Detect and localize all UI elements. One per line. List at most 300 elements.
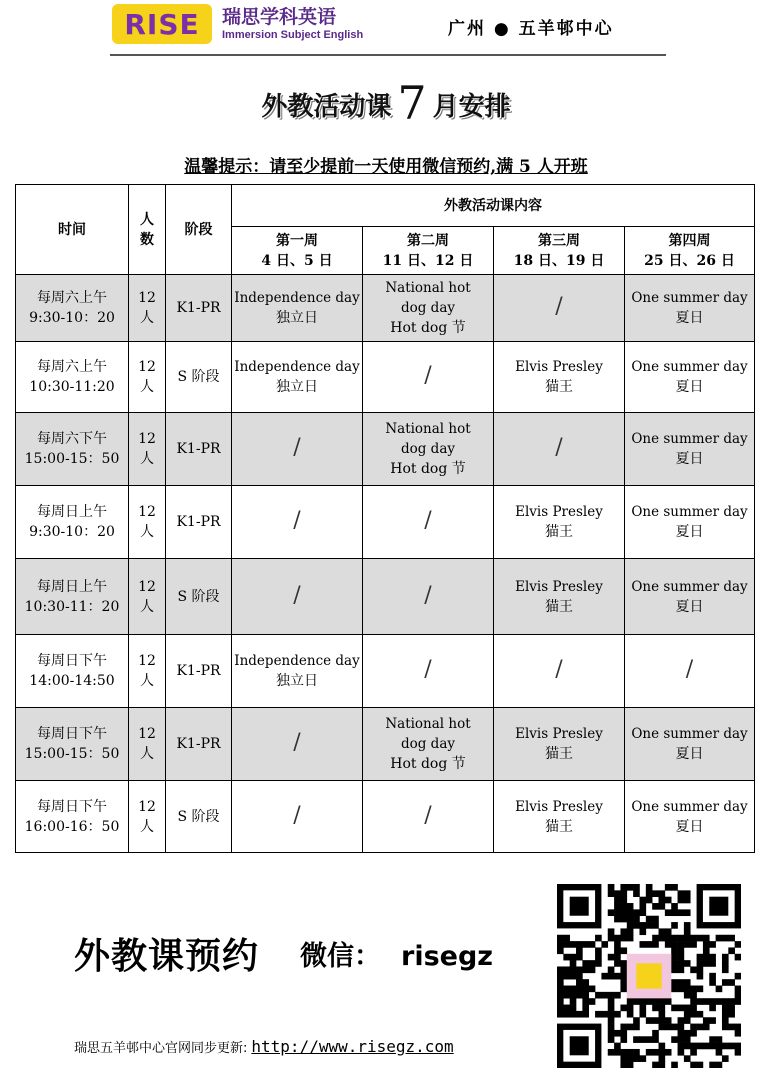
schedule-table [15, 184, 755, 853]
title-suffix: 月安排 [432, 92, 511, 122]
qr-module [646, 998, 653, 1005]
qr-module [671, 986, 678, 993]
qr-module [722, 960, 729, 967]
qr-module [620, 960, 627, 967]
qr-module [627, 903, 634, 910]
time-text: 9:30-10：20 [29, 310, 115, 326]
qr-module [728, 979, 735, 986]
website-label: 瑞思五羊邨中心官网同步更新: [74, 1041, 248, 1056]
qr-module [659, 998, 666, 1005]
table-row [16, 486, 755, 559]
qr-module [652, 1062, 659, 1068]
qr-module [557, 947, 564, 954]
qr-module [608, 928, 615, 935]
qr-module [627, 884, 634, 891]
no-class-mark: / [555, 435, 563, 460]
qr-module [608, 909, 615, 916]
brand-name-en: Immersion Subject English [222, 29, 364, 41]
qr-module [633, 1017, 640, 1024]
qr-module [620, 1030, 627, 1037]
activity-cell [363, 559, 494, 635]
activity-name-cn: 猫王 [545, 524, 573, 540]
qr-module [576, 973, 583, 980]
qr-module [620, 966, 627, 973]
qr-module [665, 1024, 672, 1031]
time-text: 15:00-15：50 [24, 746, 120, 762]
activity-cell [363, 486, 494, 559]
qr-module [678, 897, 685, 904]
activity-name-en: One summer day [631, 431, 748, 447]
day-text: 每周六上午 [37, 359, 107, 375]
activity-cell [232, 342, 363, 413]
qr-module [627, 1005, 634, 1012]
qr-module [582, 941, 589, 948]
qr-module [690, 1049, 697, 1056]
stage-cell: K1-PR [166, 486, 232, 559]
qr-module [620, 1062, 627, 1068]
qr-module [659, 935, 666, 942]
qr-module [595, 960, 602, 967]
booking-heading: 外教课预约 [74, 936, 260, 977]
time-text: 16:00-16：50 [24, 818, 120, 835]
qr-module [557, 1011, 564, 1018]
qr-module [671, 954, 678, 961]
qr-module [709, 941, 716, 948]
qr-module [601, 941, 608, 948]
activity-name-en: One summer day [631, 798, 748, 815]
qr-module [608, 998, 615, 1005]
qr-module [684, 986, 691, 993]
qr-module [709, 1017, 716, 1024]
header-count [129, 185, 166, 275]
activity-cell [625, 708, 755, 781]
qr-module [684, 1036, 691, 1043]
count-unit: 人 [140, 451, 154, 467]
activity-name-cn: 夏日 [675, 379, 704, 395]
qr-module [614, 954, 621, 961]
qr-module [722, 1024, 729, 1031]
qr-module [601, 992, 608, 999]
qr-module [627, 998, 634, 1005]
qr-module [576, 992, 583, 999]
qr-module [614, 960, 621, 967]
page-title [0, 76, 772, 130]
qr-module [728, 1011, 735, 1018]
qr-module [684, 890, 691, 897]
qr-module [735, 973, 741, 980]
activity-cell [363, 413, 494, 486]
qr-module [728, 998, 735, 1005]
qr-module [722, 1043, 729, 1050]
center-name: 广州 ● 五羊邨中心 [448, 19, 614, 39]
qr-module [620, 973, 627, 980]
qr-module [728, 935, 735, 942]
qr-module [678, 909, 685, 916]
qr-module [557, 979, 564, 986]
qr-module [735, 1024, 741, 1031]
qr-module [620, 928, 627, 935]
qr-module [557, 986, 564, 993]
qr-module [639, 1036, 646, 1043]
qr-module [614, 1011, 621, 1018]
qr-module [735, 1049, 741, 1056]
qr-module [709, 998, 716, 1005]
qr-module [652, 916, 659, 923]
activity-cell [232, 413, 363, 486]
qr-module [652, 903, 659, 910]
qr-module [684, 960, 691, 967]
qr-module [709, 1062, 716, 1068]
qr-module [614, 890, 621, 897]
wechat-contact [300, 934, 493, 973]
no-class-mark: / [293, 730, 301, 755]
no-class-mark: / [293, 582, 301, 608]
qr-module [703, 998, 710, 1005]
activity-cell [232, 275, 363, 342]
qr-module [563, 973, 570, 980]
qr-module [633, 922, 640, 929]
qr-module [728, 1005, 735, 1012]
page-header [0, 0, 772, 60]
qr-module [697, 954, 704, 961]
qr-module [627, 928, 634, 935]
activity-cell [625, 635, 755, 708]
qr-module [563, 1005, 570, 1012]
qr-module [690, 1024, 697, 1031]
qr-module [633, 909, 640, 916]
count-number: 12 [138, 290, 156, 306]
qr-module [620, 947, 627, 954]
qr-module [633, 884, 640, 891]
qr-module [570, 1011, 577, 1018]
qr-module [595, 935, 602, 942]
qr-module [722, 954, 729, 961]
qr-module [684, 1030, 691, 1037]
activity-cell [494, 342, 625, 413]
qr-module [665, 897, 672, 904]
activity-cell [363, 708, 494, 781]
qr-module [608, 1017, 615, 1024]
qr-module [659, 1005, 666, 1012]
qr-module [709, 973, 716, 980]
qr-module [697, 986, 704, 993]
qr-module [716, 935, 723, 942]
time-cell [16, 486, 129, 559]
qr-module [665, 935, 672, 942]
qr-module [703, 941, 710, 948]
activity-name-cn: 猫王 [545, 598, 573, 615]
qr-module [589, 998, 596, 1005]
stage-cell: K1-PR [166, 635, 232, 708]
activity-name-cn: 夏日 [675, 746, 704, 762]
qr-module [697, 1043, 704, 1050]
count-cell [129, 342, 166, 413]
qr-module [620, 1024, 627, 1031]
qr-module [690, 941, 697, 948]
activity-cell [625, 275, 755, 342]
qr-module [563, 986, 570, 993]
qr-module [639, 998, 646, 1005]
qr-module [570, 941, 577, 948]
qr-module [614, 1043, 621, 1050]
qr-module [735, 986, 741, 993]
qr-module [665, 909, 672, 916]
qr-module [620, 986, 627, 993]
qr-module [678, 1005, 685, 1012]
count-cell [129, 559, 166, 635]
qr-module [709, 954, 716, 961]
qr-module [608, 1005, 615, 1012]
qr-module [678, 1043, 685, 1050]
count-cell [129, 635, 166, 708]
activity-name-en: National hot dog day [385, 280, 471, 316]
qr-module [633, 998, 640, 1005]
header-content: 外教活动课内容 [232, 185, 755, 227]
qr-module [722, 935, 729, 942]
activity-name-en: Elvis Presley [515, 726, 603, 742]
qr-module [684, 1005, 691, 1012]
no-class-mark: / [555, 294, 563, 319]
qr-module [716, 986, 723, 993]
activity-name-en: Independence day [234, 290, 360, 306]
qr-module [678, 979, 685, 986]
qr-module [659, 928, 666, 935]
qr-module [608, 954, 615, 961]
qr-module [678, 966, 685, 973]
qr-module [684, 909, 691, 916]
qr-module [620, 1005, 627, 1012]
day-text: 每周日下午 [37, 653, 107, 669]
qr-module [576, 986, 583, 993]
qr-module [608, 966, 615, 973]
qr-module [608, 890, 615, 897]
activity-cell [232, 486, 363, 559]
qr-module [614, 973, 621, 980]
qr-module [639, 1011, 646, 1018]
logo-text: RISE [124, 7, 200, 41]
qr-module [595, 954, 602, 961]
qr-module [595, 947, 602, 954]
qr-module [576, 979, 583, 986]
qr-module [716, 1049, 723, 1056]
activity-cell [494, 781, 625, 853]
qr-module [665, 941, 672, 948]
qr-module [728, 1024, 735, 1031]
count-unit: 人 [140, 524, 154, 540]
count-number: 12 [138, 653, 156, 669]
activity-cell [494, 708, 625, 781]
day-text: 每周六上午 [37, 290, 107, 306]
qr-module [608, 1011, 615, 1018]
qr-module [671, 909, 678, 916]
time-cell [16, 781, 129, 853]
qr-module [620, 1055, 627, 1062]
activity-name-en: One summer day [631, 578, 748, 595]
week-header-1 [232, 227, 363, 275]
activity-name-cn: 猫王 [545, 746, 573, 762]
qr-module [671, 1024, 678, 1031]
wechat-label: 微信： [300, 941, 381, 972]
qr-module [557, 998, 564, 1005]
qr-module [659, 1055, 666, 1062]
qr-module [595, 1011, 602, 1018]
qr-module [614, 947, 621, 954]
qr-module [671, 903, 678, 910]
activity-name-en: Elvis Presley [515, 578, 603, 595]
qr-module [678, 1024, 685, 1031]
wechat-id: risegz [401, 941, 493, 972]
qr-module [563, 935, 570, 942]
qr-module [735, 954, 741, 961]
qr-module [652, 890, 659, 897]
qr-module [570, 998, 577, 1005]
booking-notice: 温馨提示：请至少提前一天使用微信预约,满 5 人开班 [184, 157, 588, 177]
header-count-text: 人数 [140, 211, 154, 248]
count-number: 12 [138, 359, 156, 375]
time-cell [16, 413, 129, 486]
qr-module [582, 986, 589, 993]
count-number: 12 [138, 726, 156, 742]
qr-module [716, 1036, 723, 1043]
stage-cell: S 阶段 [166, 781, 232, 853]
qr-module [627, 935, 634, 942]
activity-name-en: National hot dog day [385, 421, 471, 457]
qr-module [690, 1043, 697, 1050]
time-text: 15:00-15：50 [24, 451, 120, 467]
qr-module [665, 1049, 672, 1056]
qr-module [722, 1005, 729, 1012]
qr-module [627, 1024, 634, 1031]
qr-module [709, 1043, 716, 1050]
count-cell [129, 486, 166, 559]
qr-module [735, 1043, 741, 1050]
time-cell [16, 559, 129, 635]
activity-name-cn: 独立日 [276, 673, 318, 689]
qr-module [671, 947, 678, 954]
time-cell [16, 342, 129, 413]
qr-module [589, 960, 596, 967]
activity-cell [232, 708, 363, 781]
qr-module [614, 1049, 621, 1056]
qr-module [563, 966, 570, 973]
qr-module [576, 966, 583, 973]
table-row [16, 635, 755, 708]
qr-module [678, 954, 685, 961]
activity-name-cn: 猫王 [545, 379, 573, 395]
qr-module [735, 941, 741, 948]
qr-module [690, 1005, 697, 1012]
qr-module [652, 1036, 659, 1043]
qr-module [684, 1043, 691, 1050]
qr-module [570, 1005, 577, 1012]
qr-module [678, 941, 685, 948]
qr-module [671, 941, 678, 948]
qr-module [678, 1017, 685, 1024]
qr-module [652, 1049, 659, 1056]
qr-module [570, 960, 577, 967]
week-dates: 11 日、12 日 [382, 252, 474, 269]
qr-module [639, 928, 646, 935]
no-class-mark: / [424, 802, 432, 828]
time-cell [16, 635, 129, 708]
qr-module [722, 1017, 729, 1024]
qr-module [563, 992, 570, 999]
count-cell [129, 275, 166, 342]
qr-module [646, 916, 653, 923]
qr-module [684, 941, 691, 948]
activity-name-cn: 独立日 [276, 379, 318, 395]
qr-module [690, 998, 697, 1005]
qr-module [690, 1062, 697, 1068]
count-number: 12 [138, 798, 156, 815]
qr-module [589, 966, 596, 973]
activity-cell [494, 486, 625, 559]
qr-module [684, 1011, 691, 1018]
qr-module [652, 1030, 659, 1037]
website-link[interactable]: http://www.risegz.com [251, 1037, 454, 1056]
qr-module [652, 941, 659, 948]
count-unit: 人 [140, 310, 154, 326]
qr-module [716, 1062, 723, 1068]
qr-module [690, 966, 697, 973]
count-unit: 人 [140, 746, 154, 762]
qr-module [671, 935, 678, 942]
qr-module [614, 1030, 621, 1037]
qr-module [633, 1024, 640, 1031]
week-label: 第一周 [276, 232, 318, 249]
activity-cell [232, 781, 363, 853]
rise-logo [112, 4, 212, 44]
qr-module [722, 966, 729, 973]
qr-module [620, 897, 627, 904]
qr-module [639, 897, 646, 904]
qr-module [659, 1017, 666, 1024]
qr-module [697, 1062, 704, 1068]
qr-module [627, 916, 634, 923]
qr-module [703, 954, 710, 961]
qr-module [557, 966, 564, 973]
header-time: 时间 [16, 185, 129, 275]
qr-module [722, 1055, 729, 1062]
qr-module [671, 884, 678, 891]
qr-module [557, 941, 564, 948]
qr-module [703, 935, 710, 942]
qr-module [659, 1011, 666, 1018]
qr-module [684, 897, 691, 904]
count-number: 12 [138, 504, 156, 520]
qr-module [620, 884, 627, 891]
qr-module [646, 897, 653, 904]
qr-module [716, 1043, 723, 1050]
qr-module [601, 973, 608, 980]
week-label: 第四周 [668, 232, 711, 249]
qr-module [678, 1036, 685, 1043]
table-row [16, 413, 755, 486]
table-row [16, 781, 755, 853]
activity-name-en: Independence day [234, 359, 360, 375]
qr-module [646, 1036, 653, 1043]
qr-module [576, 1011, 583, 1018]
qr-module [703, 960, 710, 967]
qr-module [608, 1049, 615, 1056]
qr-module [608, 884, 615, 891]
activity-cell [494, 413, 625, 486]
qr-module [639, 941, 646, 948]
qr-module [614, 992, 621, 999]
table-row [16, 708, 755, 781]
qr-module [620, 1036, 627, 1043]
qr-module [639, 909, 646, 916]
